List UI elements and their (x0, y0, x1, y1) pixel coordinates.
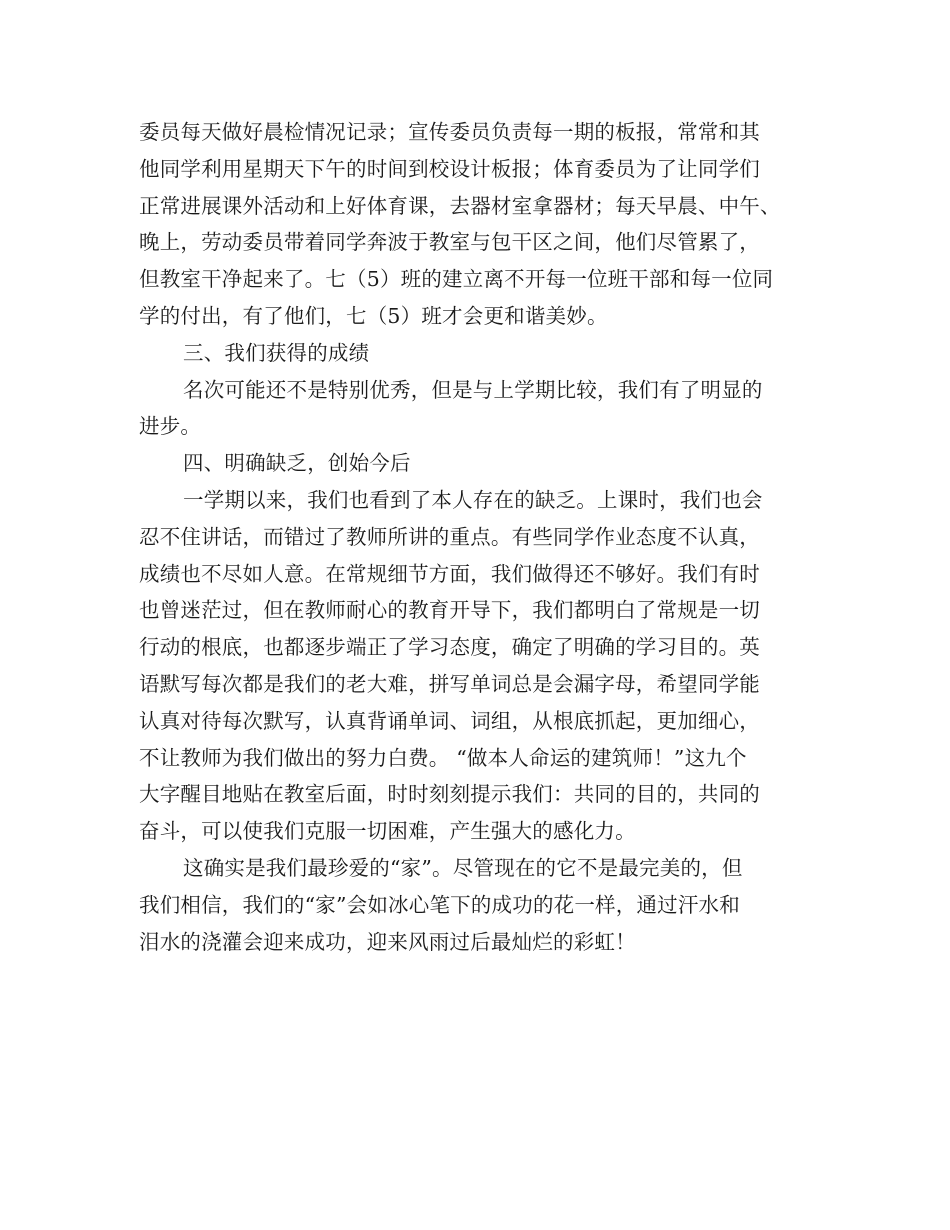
text-line: 不让教师为我们做出的努力白费。 “做本人命运的建筑师！”这九个 (139, 745, 747, 770)
text-line: 语默写每次都是我们的老大难，拼写单词总是会漏字母，希望同学能 (139, 671, 760, 696)
text-line: 大字醒目地贴在教室后面，时时刻刻提示我们：共同的目的，共同的 (139, 782, 760, 807)
paragraph-start-line: 三、我们获得的成绩 (183, 340, 370, 365)
text-line: 委员每天做好晨检情况记录；宣传委员负责每一期的板报，常常和其 (139, 120, 760, 144)
text-line: 进步。 (139, 414, 202, 439)
text-line: 行动的根底，也都逐步端正了学习态度，确定了明确的学习目的。英 (139, 635, 760, 660)
text-line: 认真对待每次默写，认真背诵单词、词组，从根底抓起，更加细心， (139, 708, 760, 733)
text-line: 正常进展课外活动和上好体育课，去器材室拿器材；每天早晨、中午、 (139, 193, 781, 218)
document-body (139, 114, 829, 960)
text-line: 奋斗，可以使我们克服一切困难，产生强大的感化力。 (139, 819, 636, 844)
text-line: 也曾迷茫过，但在教师耐心的教育开导下，我们都明白了常规是一切 (139, 598, 760, 623)
text-line: 但教室干净起来了。七（5）班的建立离不开每一位班干部和每一位同 (139, 267, 774, 292)
text-line: 泪水的浇灌会迎来成功，迎来风雨过后最灿烂的彩虹！ (139, 929, 636, 954)
paragraph-start-line: 名次可能还不是特别优秀，但是与上学期比较，我们有了明显的 (183, 377, 763, 402)
paragraph-start-line: 四、明确缺乏，创始今后 (183, 451, 411, 476)
text-line: 他同学利用星期天下午的时间到校设计板报；体育委员为了让同学们 (139, 156, 760, 181)
text-line: 学的付出，有了他们，七（5）班才会更和谐美妙。 (139, 303, 608, 328)
text-line: 忍不住讲话，而错过了教师所讲的重点。有些同学作业态度不认真， (139, 524, 760, 549)
text-line: 晚上，劳动委员带着同学奔波于教室与包干区之间，他们尽管累了， (139, 230, 760, 255)
text-line: 我们相信，我们的“家”会如冰心笔下的成功的花一样，通过汗水和 (139, 892, 740, 917)
text-line: 成绩也不尽如人意。在常规细节方面，我们做得还不够好。我们有时 (139, 561, 760, 586)
paragraph-start-line: 这确实是我们最珍爱的“家”。尽管现在的它不是最完美的，但 (183, 855, 743, 880)
paragraph-start-line: 一学期以来，我们也看到了本人存在的缺乏。上课时，我们也会 (183, 487, 763, 512)
